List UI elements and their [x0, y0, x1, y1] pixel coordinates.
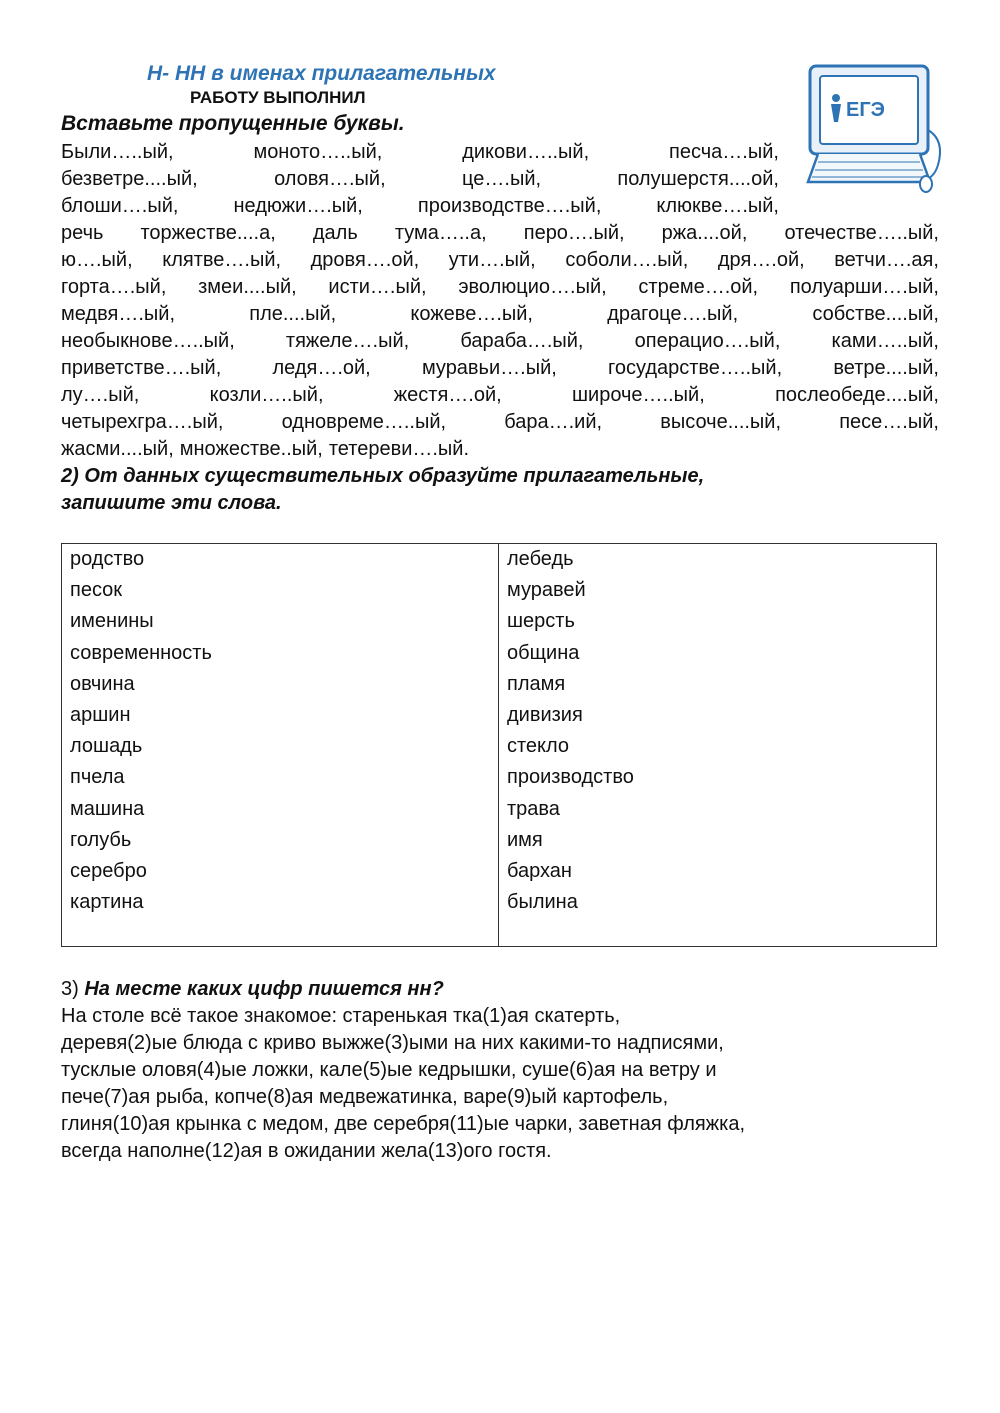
- page-title: Н- НН в именах прилагательных: [147, 62, 496, 85]
- word-line: [61, 382, 939, 409]
- task1-word-list: [61, 139, 939, 463]
- word-item: послеобеде....ый,: [775, 384, 939, 406]
- noun-cell: голубь: [70, 828, 132, 851]
- word-item: эволюцио….ый,: [458, 276, 607, 298]
- word-item: ветчи….ая,: [834, 249, 939, 271]
- noun-cell: картина: [70, 891, 144, 914]
- word-line: [61, 193, 779, 220]
- noun-cell: производство: [507, 766, 634, 789]
- word-item: кожеве….ый,: [410, 303, 533, 325]
- paragraph-line: пече(7)ая рыба, копче(8)ая медвежатинка, варе(9)ый картофель,: [61, 1086, 669, 1108]
- noun-cell: община: [507, 641, 580, 664]
- noun-cell: серебро: [70, 859, 147, 882]
- paragraph-line: деревя(2)ые блюда с криво выжже(3)ыми на них какими-то надписями,: [61, 1032, 724, 1054]
- noun-cell: былина: [507, 891, 578, 914]
- word-line: [61, 355, 939, 382]
- nouns-column-left: [62, 544, 499, 946]
- word-item: ю….ый,: [61, 249, 133, 271]
- noun-cell: лебедь: [507, 548, 574, 570]
- word-item: широче…..ый,: [571, 384, 705, 406]
- paragraph-line: тусклые оловя(4)ые ложки, кале(5)ые кедрышки, суше(6)ая на ветру и: [61, 1059, 717, 1081]
- word-item: козли…..ый,: [209, 384, 324, 406]
- word-item: горта….ый,: [61, 276, 167, 298]
- noun-cell: родство: [70, 548, 145, 570]
- word-item: исти….ый,: [328, 276, 427, 298]
- noun-cell: муравей: [507, 579, 586, 602]
- word-item: одновреме…..ый,: [281, 411, 447, 433]
- word-item: це….ый,: [462, 168, 542, 190]
- word-item: ржа....ой,: [661, 222, 748, 244]
- word-item: торжестве....а,: [140, 222, 276, 244]
- word-line: [61, 247, 939, 274]
- word-line: [61, 139, 779, 166]
- word-item: собстве....ый,: [812, 303, 939, 325]
- task3-question: На месте каких цифр пишется нн?: [84, 978, 444, 1000]
- word-item: ути….ый,: [448, 249, 536, 271]
- word-item: змеи....ый,: [198, 276, 297, 298]
- word-line: [61, 409, 939, 436]
- word-item: перо….ый,: [523, 222, 625, 244]
- word-item: полушерстя....ой,: [617, 168, 779, 190]
- word-item: тяжеле….ый,: [285, 330, 410, 352]
- word-item: государстве…..ый,: [608, 357, 783, 379]
- word-item: производстве….ый,: [417, 195, 602, 217]
- word-item: бараба….ый,: [460, 330, 584, 352]
- word-item: ками…..ый,: [831, 330, 939, 352]
- word-item: полуарши….ый,: [789, 276, 939, 298]
- page-subtitle: РАБОТУ ВЫПОЛНИЛ: [190, 88, 366, 107]
- word-item: оловя….ый,: [274, 168, 386, 190]
- word-line: [61, 436, 939, 463]
- word-item: клятве….ый,: [162, 249, 282, 271]
- task3-heading: [61, 976, 444, 1003]
- word-line: [61, 301, 939, 328]
- word-line: [61, 166, 779, 193]
- noun-cell: стекло: [507, 735, 570, 758]
- task3-number: 3): [61, 978, 79, 1000]
- word-item: дря….ой,: [717, 249, 805, 271]
- nouns-table: [61, 543, 937, 947]
- word-item: даль: [312, 222, 358, 244]
- word-item: операцио….ый,: [634, 330, 781, 352]
- noun-cell: песок: [70, 579, 123, 602]
- word-item: тетереви….ый.: [328, 438, 470, 460]
- noun-cell: дивизия: [507, 703, 583, 726]
- noun-cell: бархан: [507, 859, 572, 882]
- word-item: недюжи….ый,: [233, 195, 363, 217]
- word-item: пле....ый,: [249, 303, 337, 325]
- word-item: стреме….ой,: [638, 276, 759, 298]
- word-item: соболи….ый,: [565, 249, 689, 271]
- word-item: тума…..а,: [394, 222, 487, 244]
- word-item: клюкве….ый,: [656, 195, 779, 217]
- word-line: [61, 220, 939, 247]
- noun-cell: пчела: [70, 766, 125, 789]
- word-item: безветре....ый,: [61, 168, 198, 190]
- task3-paragraph: [61, 1003, 941, 1165]
- noun-cell: аршин: [70, 703, 131, 726]
- word-line: [61, 274, 939, 301]
- word-item: множестве..ый,: [179, 438, 323, 460]
- noun-cell: именины: [70, 610, 154, 633]
- noun-cell: пламя: [507, 672, 566, 695]
- word-item: жасми....ый,: [61, 438, 174, 460]
- word-item: муравьи….ый,: [421, 357, 557, 379]
- word-item: необыкнове…..ый,: [61, 330, 235, 352]
- word-item: моното…..ый,: [253, 141, 383, 163]
- word-item: дровя….ой,: [310, 249, 420, 271]
- noun-cell: лошадь: [70, 735, 143, 758]
- word-item: бара….ий,: [504, 411, 603, 433]
- word-line: [61, 328, 939, 355]
- noun-cell: трава: [507, 797, 560, 820]
- task2-heading: [61, 463, 941, 517]
- word-item: лу….ый,: [61, 384, 140, 406]
- word-item: дикови…..ый,: [462, 141, 590, 163]
- paragraph-line: глиня(10)ая крынка с медом, две серебря(11)ые чарки, заветная фляжка,: [61, 1113, 746, 1135]
- word-item: речь: [61, 222, 104, 244]
- task2-heading-line: 2) От данных существительных образуйте прилагательные,: [61, 465, 705, 487]
- noun-cell: шерсть: [507, 610, 575, 633]
- word-item: приветстве….ый,: [61, 357, 222, 379]
- word-item: ледя….ой,: [272, 357, 371, 379]
- word-item: жестя….ой,: [393, 384, 502, 406]
- noun-cell: овчина: [70, 672, 135, 695]
- word-item: песе….ый,: [839, 411, 939, 433]
- task2-heading-line: запишите эти слова.: [61, 492, 282, 514]
- paragraph-line: На столе всё такое знакомое: старенькая тка(1)ая скатерть,: [61, 1005, 621, 1027]
- word-item: блоши….ый,: [61, 195, 179, 217]
- word-item: драгоце….ый,: [607, 303, 739, 325]
- word-item: высоче....ый,: [660, 411, 782, 433]
- noun-cell: машина: [70, 797, 145, 820]
- word-item: отечестве…..ый,: [784, 222, 939, 244]
- noun-cell: имя: [507, 828, 543, 851]
- word-item: песча….ый,: [669, 141, 779, 163]
- svg-text:ЕГЭ: ЕГЭ: [846, 99, 885, 121]
- nouns-column-right: [499, 544, 936, 946]
- paragraph-line: всегда наполне(12)ая в ожидании жела(13)ого гостя.: [61, 1140, 552, 1162]
- task1-heading: Вставьте пропущенные буквы.: [61, 112, 405, 135]
- word-item: медвя….ый,: [61, 303, 175, 325]
- noun-cell: современность: [70, 641, 212, 664]
- word-item: четырехгра….ый,: [61, 411, 224, 433]
- word-item: ветре....ый,: [833, 357, 939, 379]
- word-item: Были…..ый,: [61, 141, 174, 163]
